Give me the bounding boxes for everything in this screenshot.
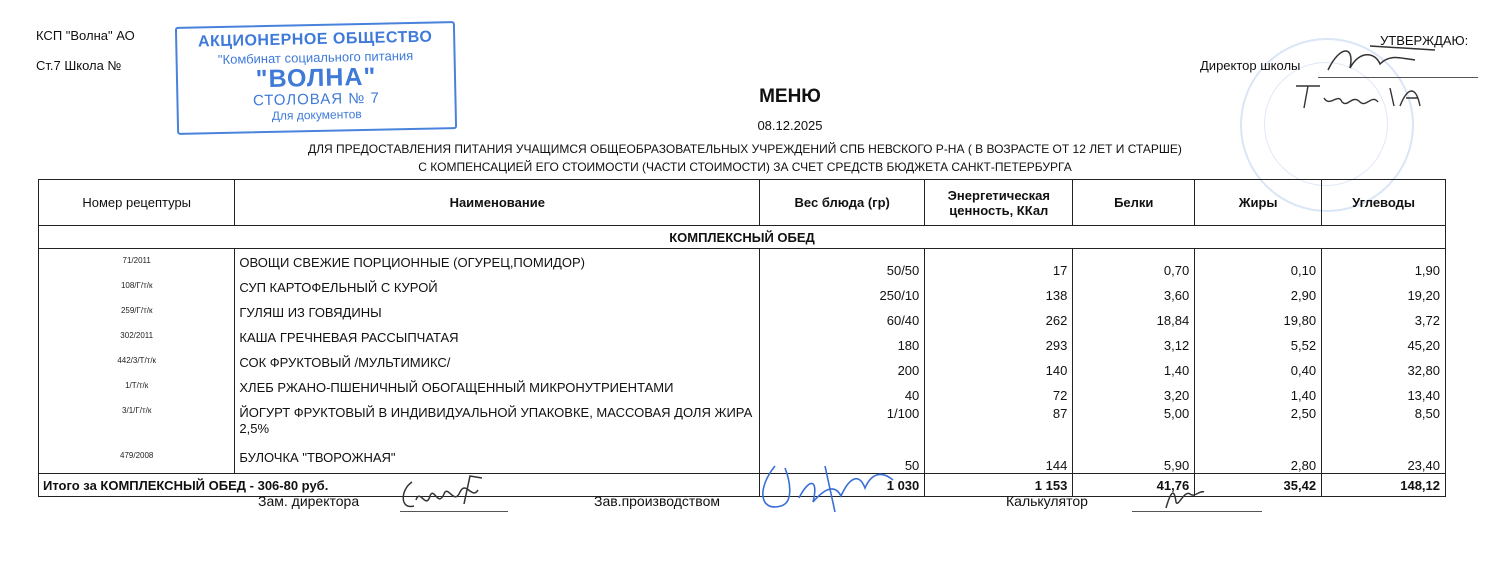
recipe-code: 1/Т/т/к (39, 378, 235, 403)
dish-fat: 2,80 (1195, 448, 1322, 474)
table-row (39, 328, 1446, 353)
table-row (39, 278, 1446, 303)
recipe-code: 259/Г/т/к (39, 303, 235, 328)
dish-energy: 72 (925, 378, 1073, 403)
calculator-signature-line (1132, 511, 1262, 512)
deputy-label: Зам. директора (258, 493, 360, 509)
dish-fat: 2,90 (1195, 278, 1322, 303)
total-row (39, 474, 1446, 497)
dish-carbs: 23,40 (1322, 448, 1446, 474)
dish-name: ЙОГУРТ ФРУКТОВЫЙ В ИНДИВИДУАЛЬНОЙ УПАКОВКЕ, МАССОВАЯ ДОЛЯ ЖИРА 2,5% (235, 403, 760, 448)
dish-energy: 140 (925, 353, 1073, 378)
dish-carbs: 45,20 (1322, 328, 1446, 353)
calculator-signature (1160, 480, 1220, 512)
dish-energy: 138 (925, 278, 1073, 303)
total-carbs: 148,12 (1322, 474, 1446, 497)
production-signature (755, 458, 905, 518)
dish-name: БУЛОЧКА "ТВОРОЖНАЯ" (235, 448, 760, 474)
header-carbs: Углеводы (1322, 180, 1446, 226)
dish-protein: 5,90 (1073, 448, 1195, 474)
header-weight: Вес блюда (гр) (760, 180, 925, 226)
dish-carbs: 13,40 (1322, 378, 1446, 403)
dish-weight: 50/50 (760, 253, 925, 278)
director-name-handwritten (1290, 80, 1440, 114)
dish-energy: 262 (925, 303, 1073, 328)
dish-energy: 293 (925, 328, 1073, 353)
recipe-code: 442/3/Т/т/к (39, 353, 235, 378)
stamp-line-2: "Комбинат социального питания (217, 47, 414, 68)
dish-protein: 3,12 (1073, 328, 1195, 353)
header-recipe: Номер рецептуры (39, 180, 235, 226)
dish-weight: 180 (760, 328, 925, 353)
dish-protein: 1,40 (1073, 353, 1195, 378)
table-row (39, 303, 1446, 328)
subtitle-line-1: ДЛЯ ПРЕДОСТАВЛЕНИЯ ПИТАНИЯ УЧАЩИМСЯ ОБЩЕОБРАЗОВАТЕЛЬНЫХ УЧРЕЖДЕНИЙ СПБ НЕВСКОГО Р-НА ( В ВОЗРАСТЕ ОТ 12 ЛЕТ И СТАРШЕ) (308, 142, 1182, 156)
table-header-row (39, 180, 1446, 226)
organization-stamp (175, 21, 457, 135)
dish-name: СОК ФРУКТОВЫЙ /МУЛЬТИМИКС/ (235, 353, 760, 378)
dish-name: СУП КАРТОФЕЛЬНЫЙ С КУРОЙ (235, 278, 760, 303)
header-name: Наименование (235, 180, 760, 226)
dish-protein: 5,00 (1073, 403, 1195, 448)
dish-weight: 50 (760, 448, 925, 474)
director-signature (1320, 40, 1440, 80)
org-name: КСП "Волна" АО (36, 28, 135, 43)
dish-fat: 19,80 (1195, 303, 1322, 328)
dish-fat: 2,50 (1195, 403, 1322, 448)
calculator-label: Калькулятор (1006, 493, 1088, 509)
dish-fat: 5,52 (1195, 328, 1322, 353)
total-energy: 1 153 (925, 474, 1073, 497)
dish-carbs: 3,72 (1322, 303, 1446, 328)
total-protein: 41,76 (1073, 474, 1195, 497)
header-energy: Энергетическая ценность, ККал (925, 180, 1073, 226)
menu-table (38, 179, 1446, 497)
section-row (39, 226, 1446, 249)
approve-label: УТВЕРЖДАЮ: (1380, 33, 1469, 48)
stamp-line-5: Для документов (271, 107, 362, 123)
deputy-signature-line (400, 511, 508, 512)
stamp-line-3: "ВОЛНА" (255, 62, 377, 94)
dish-protein: 3,20 (1073, 378, 1195, 403)
section-title: КОМПЛЕКСНЫЙ ОБЕД (39, 226, 1446, 249)
dish-name: ГУЛЯШ ИЗ ГОВЯДИНЫ (235, 303, 760, 328)
dish-weight: 1/100 (760, 403, 925, 448)
total-weight: 1 030 (760, 474, 925, 497)
dish-name: ОВОЩИ СВЕЖИЕ ПОРЦИОННЫЕ (ОГУРЕЦ,ПОМИДОР) (235, 253, 760, 278)
dish-weight: 40 (760, 378, 925, 403)
table-row (39, 448, 1446, 474)
dish-name: ХЛЕБ РЖАНО-ПШЕНИЧНЫЙ ОБОГАЩЕННЫЙ МИКРОНУТРИЕНТАМИ (235, 378, 760, 403)
dish-fat: 0,40 (1195, 353, 1322, 378)
dish-carbs: 19,20 (1322, 278, 1446, 303)
dish-carbs: 1,90 (1322, 253, 1446, 278)
dish-protein: 0,70 (1073, 253, 1195, 278)
document-title: МЕНЮ (759, 86, 821, 107)
dish-energy: 17 (925, 253, 1073, 278)
dish-name: КАША ГРЕЧНЕВАЯ РАССЫПЧАТАЯ (235, 328, 760, 353)
stamp-line-4: СТОЛОВАЯ № 7 (252, 89, 381, 110)
dish-energy: 144 (925, 448, 1073, 474)
header-fat: Жиры (1195, 180, 1322, 226)
dish-energy: 87 (925, 403, 1073, 448)
deputy-signature (398, 470, 508, 516)
document-date: 08.12.2025 (757, 118, 823, 133)
recipe-code: 3/1/Г/т/к (39, 403, 235, 448)
dish-protein: 18,84 (1073, 303, 1195, 328)
total-fat: 35,42 (1195, 474, 1322, 497)
subtitle-line-2: С КОМПЕНСАЦИЕЙ ЕГО СТОИМОСТИ (ЧАСТИ СТОИМОСТИ) ЗА СЧЕТ СРЕДСТВ БЮДЖЕТА САНКТ-ПЕТЕРБУРГА (418, 160, 1072, 174)
school-label: Ст.7 Школа № (36, 58, 122, 73)
dish-fat: 1,40 (1195, 378, 1322, 403)
dish-protein: 3,60 (1073, 278, 1195, 303)
dish-weight: 200 (760, 353, 925, 378)
dish-weight: 60/40 (760, 303, 925, 328)
dish-carbs: 32,80 (1322, 353, 1446, 378)
header-protein: Белки (1073, 180, 1195, 226)
production-label: Зав.производством (594, 493, 720, 509)
recipe-code: 71/2011 (39, 253, 235, 278)
dish-fat: 0,10 (1195, 253, 1322, 278)
director-label: Директор школы (1200, 58, 1301, 73)
dish-weight: 250/10 (760, 278, 925, 303)
table-row (39, 353, 1446, 378)
dish-carbs: 8,50 (1322, 403, 1446, 448)
table-row (39, 253, 1446, 278)
recipe-code: 479/2008 (39, 448, 235, 474)
recipe-code: 302/2011 (39, 328, 235, 353)
table-row (39, 378, 1446, 403)
recipe-code: 108/Г/т/к (39, 278, 235, 303)
table-row (39, 403, 1446, 448)
total-label: Итого за КОМПЛЕКСНЫЙ ОБЕД - 306-80 руб. (39, 474, 760, 497)
stamp-line-1: АКЦИОНЕРНОЕ ОБЩЕСТВО (197, 28, 433, 51)
